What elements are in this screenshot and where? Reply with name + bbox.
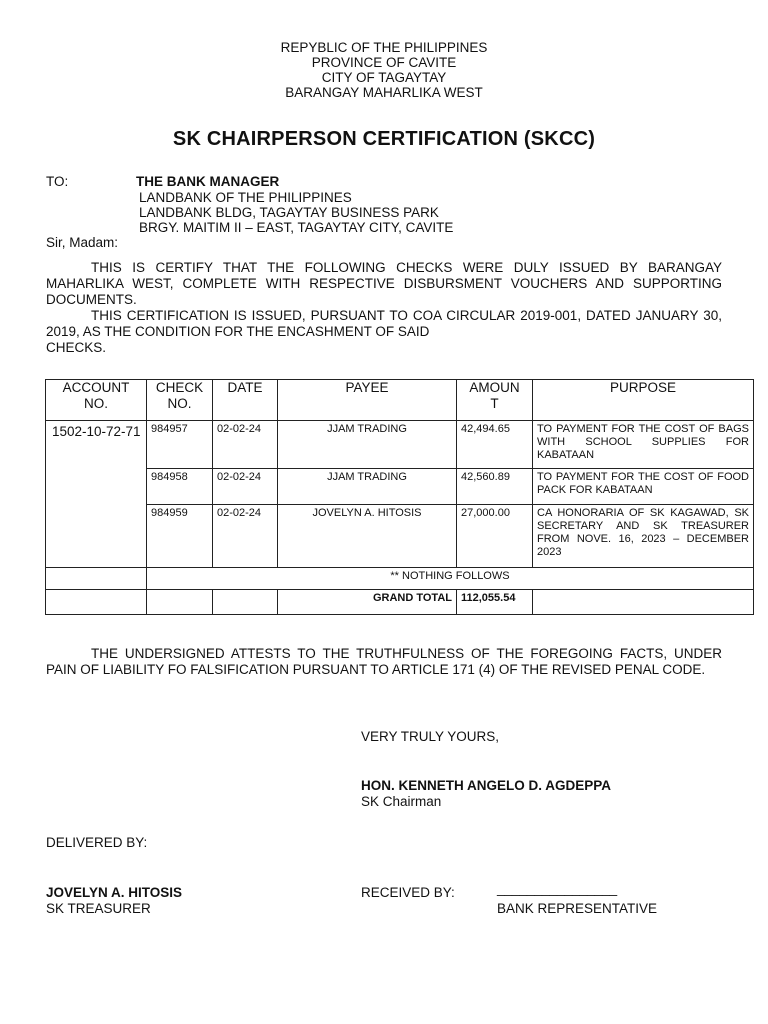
amount: 42,494.65 xyxy=(457,421,533,469)
table-row xyxy=(46,421,754,469)
header-city: CITY OF TAGAYTAY xyxy=(321,70,447,85)
signature-line: ________________ xyxy=(497,881,618,896)
coa-paragraph: THIS CERTIFICATION IS ISSUED, PURSUANT TO COA CIRCULAR 2019-001, DATED JANUARY 30, 2019, AS THE CONDITION FOR THE ENCASHMENT OF SAID xyxy=(46,308,722,339)
coa-paragraph-end: CHECKS. xyxy=(46,340,107,355)
attestation-paragraph: THE UNDERSIGNED ATTESTS TO THE TRUTHFULNESS OF THE FOREGOING FACTS, UNDER PAIN OF LIABILITY FO FALSIFICATION PURSUANT TO ARTICLE 171 (4) OF THE REVISED PENAL CODE. xyxy=(46,646,722,677)
payee: JOVELYN A. HITOSIS xyxy=(278,505,457,568)
check-date: 02-02-24 xyxy=(213,505,278,568)
addressee-address: BRGY. MAITIM II – EAST, TAGAYTAY CITY, CAVITE xyxy=(139,220,454,235)
to-label: TO: xyxy=(46,174,69,189)
check-number: 984959 xyxy=(147,505,213,568)
nothing-follows-row xyxy=(46,568,754,590)
payee: JJAM TRADING xyxy=(278,421,457,469)
salutation: Sir, Madam: xyxy=(46,235,119,250)
purpose: TO PAYMENT FOR THE COST OF BAGS WITH SCHOOL SUPPLIES FOR KABATAAN xyxy=(533,421,754,469)
check-number: 984957 xyxy=(147,421,213,469)
check-number: 984958 xyxy=(147,469,213,505)
check-date: 02-02-24 xyxy=(213,469,278,505)
signatory-title: SK Chairman xyxy=(361,794,442,809)
treasurer-title: SK TREASURER xyxy=(46,901,151,916)
received-by-label: RECEIVED BY: xyxy=(361,885,455,900)
grand-total-row xyxy=(46,590,754,615)
header-check-no: CHECK NO. xyxy=(147,380,213,421)
table-header-row xyxy=(46,380,754,421)
addressee-name: THE BANK MANAGER xyxy=(136,174,280,189)
header-purpose: PURPOSE xyxy=(533,380,754,421)
purpose: CA HONORARIA OF SK KAGAWAD, SK SECRETARY AND SK TREASURER FROM NOVE. 16, 2023 – DECEMBER 2023 xyxy=(533,505,754,568)
purpose: TO PAYMENT FOR THE COST OF FOOD PACK FOR KABATAAN xyxy=(533,469,754,505)
bank-representative-title: BANK REPRESENTATIVE xyxy=(497,901,658,916)
delivered-by-label: DELIVERED BY: xyxy=(46,835,148,850)
header-province: PROVINCE OF CAVITE xyxy=(311,55,457,70)
payee: JJAM TRADING xyxy=(278,469,457,505)
empty-cell xyxy=(46,568,147,590)
addressee-building: LANDBANK BLDG, TAGAYTAY BUSINESS PARK xyxy=(139,205,439,220)
amount: 42,560.89 xyxy=(457,469,533,505)
signatory-name: HON. KENNETH ANGELO D. AGDEPPA xyxy=(361,778,612,793)
empty-cell xyxy=(533,590,754,615)
account-number: 1502-10-72-71 xyxy=(46,421,147,568)
header-barangay: BARANGAY MAHARLIKA WEST xyxy=(285,85,483,100)
document-title: SK CHAIRPERSON CERTIFICATION (SKCC) xyxy=(172,128,596,150)
empty-cell xyxy=(213,590,278,615)
grand-total-label: GRAND TOTAL xyxy=(278,590,457,615)
header-account-no: ACCOUNT NO. xyxy=(46,380,147,421)
nothing-follows-note: ** NOTHING FOLLOWS xyxy=(147,568,754,590)
header-payee: PAYEE xyxy=(278,380,457,421)
treasurer-name: JOVELYN A. HITOSIS xyxy=(46,885,183,900)
empty-cell xyxy=(147,590,213,615)
certify-paragraph: THIS IS CERTIFY THAT THE FOLLOWING CHECKS WERE DULY ISSUED BY BARANGAY MAHARLIKA WEST, COMPLETE WITH RESPECTIVE DISBURSMENT VOUCHERS AND SUPPORTING DOCUMENTS. xyxy=(46,260,722,307)
addressee-bank: LANDBANK OF THE PHILIPPINES xyxy=(139,190,352,205)
grand-total-value: 112,055.54 xyxy=(457,590,533,615)
table-row xyxy=(46,469,754,505)
header-republic: REPYBLIC OF THE PHILIPPINES xyxy=(280,40,488,55)
header-amount: AMOUN T xyxy=(457,380,533,421)
amount: 27,000.00 xyxy=(457,505,533,568)
header-date: DATE xyxy=(213,380,278,421)
table-row xyxy=(46,505,754,568)
check-date: 02-02-24 xyxy=(213,421,278,469)
closing-line: VERY TRULY YOURS, xyxy=(361,729,500,744)
checks-table xyxy=(45,379,754,615)
empty-cell xyxy=(46,590,147,615)
